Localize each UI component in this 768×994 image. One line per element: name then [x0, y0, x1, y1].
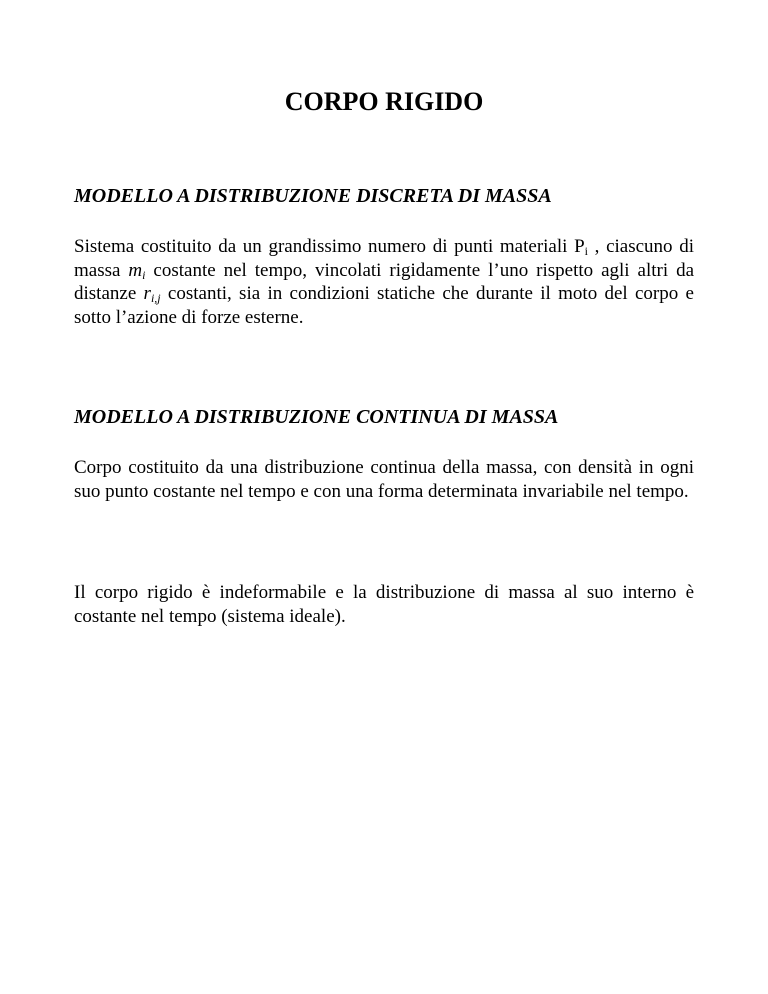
paragraph-text: , ciascuno di massa — [74, 236, 694, 281]
paragraph-discrete-model — [74, 235, 694, 329]
subscript-i: i — [584, 244, 588, 258]
paragraph-text: costante nel tempo, vincolati rigidamente l’uno rispetto agli altri da distanze — [74, 259, 695, 304]
paragraph-continuous-model: Corpo costituito da una distribuzione continua della massa, con densità in ogni suo punto costante nel tempo e con una forma determinata invariabile nel tempo. — [74, 457, 694, 502]
paragraph-conclusion: Il corpo rigido è indeformabile e la distribuzione di massa al suo interno è costante nel tempo (sistema ideale). — [74, 582, 694, 627]
mass-symbol: m — [128, 259, 143, 281]
section-heading-discrete: MODELLO A DISTRIBUZIONE DISCRETA DI MASSA — [74, 185, 552, 207]
paragraph-text: Sistema costituito da un grandissimo numero di punti materiali P — [74, 236, 585, 257]
subscript-ij: i,j — [150, 291, 161, 305]
page-title: CORPO RIGIDO — [284, 87, 484, 116]
distance-symbol: r — [143, 283, 151, 304]
paragraph-text: costanti, sia in condizioni statiche che durante il moto del corpo e sotto l’azione di forze esterne. — [74, 283, 694, 328]
section-heading-continuous: MODELLO A DISTRIBUZIONE CONTINUA DI MASSA — [74, 406, 559, 428]
subscript-i: i — [142, 267, 146, 282]
